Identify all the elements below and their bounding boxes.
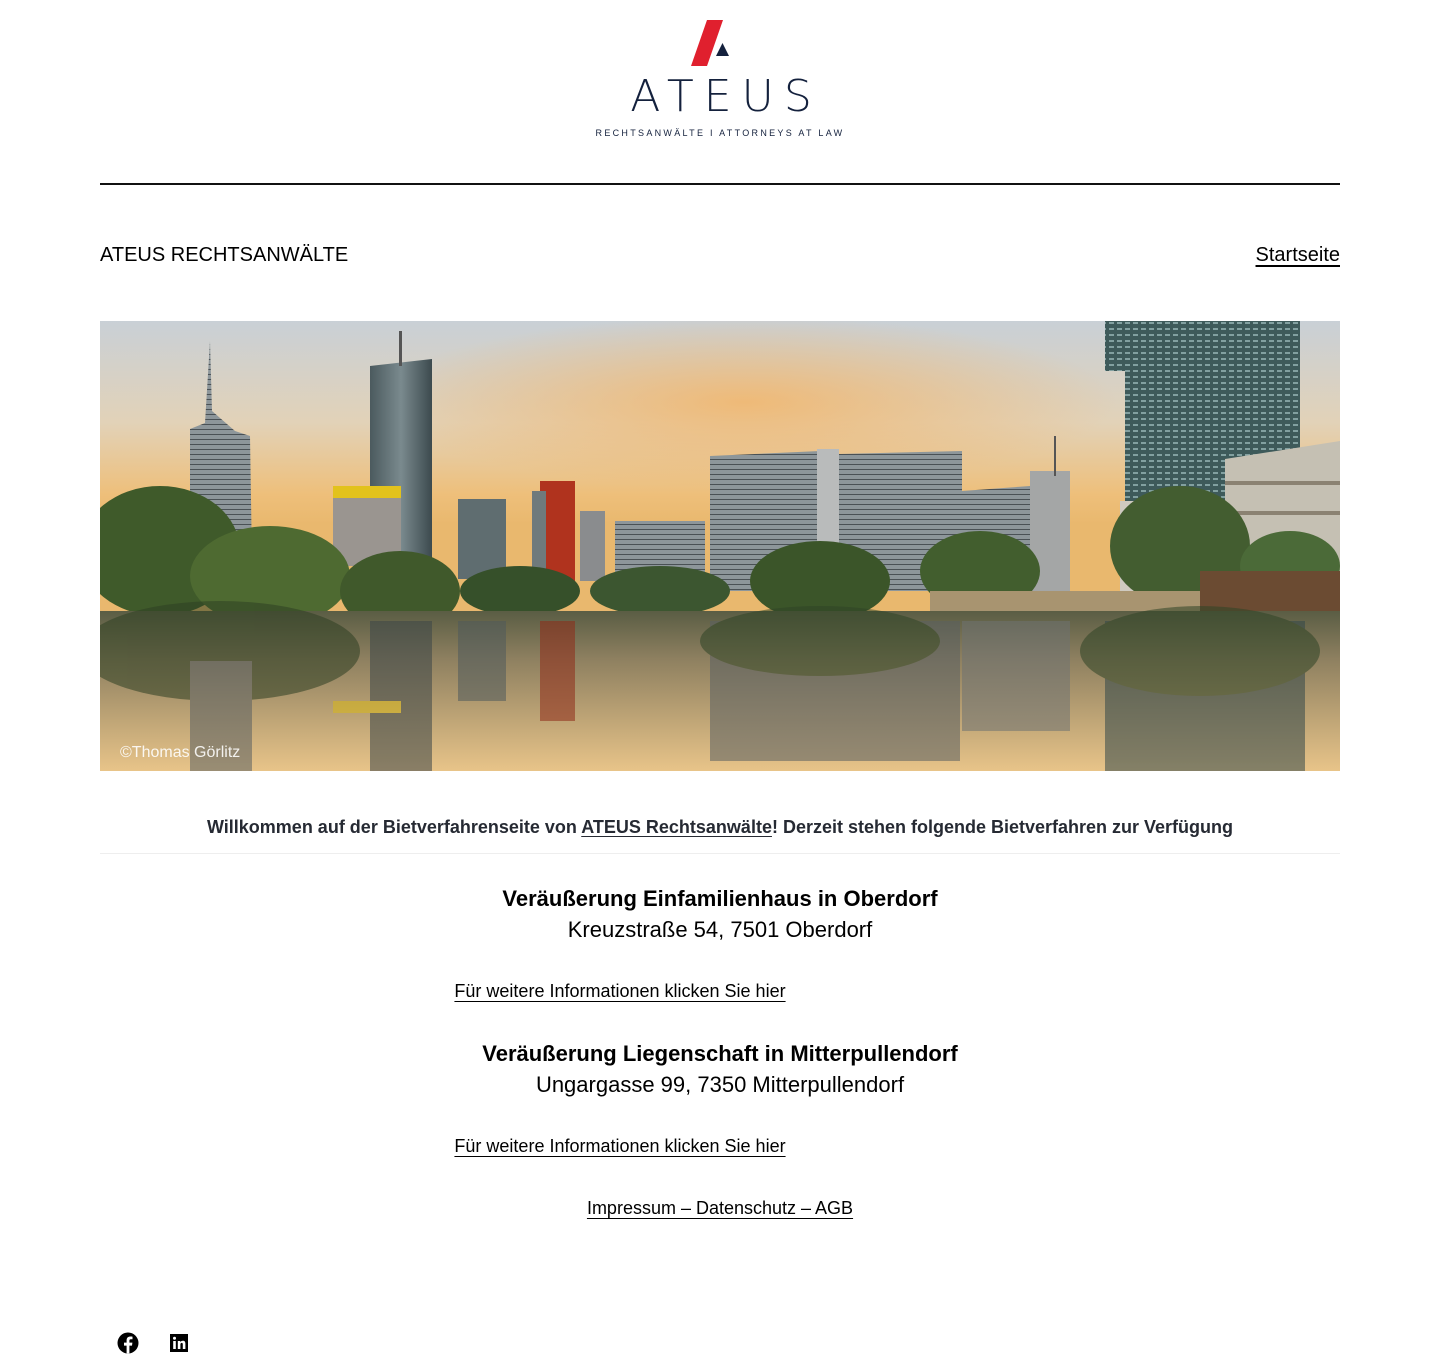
listing-item	[100, 884, 1340, 946]
skyline-photo	[100, 321, 1340, 771]
welcome-prefix: Willkommen auf der Bietverfahrenseite von	[206, 817, 582, 837]
listing-address: Ungargasse 99, 7350 Mitterpullendorf	[535, 1072, 905, 1097]
facebook-icon[interactable]	[116, 1331, 140, 1355]
footer-links	[100, 1198, 1340, 1219]
logo-wordmark: ATEUS	[630, 71, 822, 122]
listing-address: Kreuzstraße 54, 7501 Oberdorf	[567, 917, 873, 942]
ateus-rechtsanwaelte-link[interactable]: ATEUS Rechtsanwälte	[581, 817, 772, 837]
nav-startseite-link[interactable]: Startseite	[1255, 244, 1340, 266]
listing-link-container	[0, 1136, 1240, 1157]
listing-title: Veräußerung Liegenschaft in Mitterpullendorf	[482, 1041, 958, 1066]
hero-image	[100, 321, 1340, 771]
listing-item	[100, 1039, 1340, 1101]
listing-link-container	[0, 981, 1240, 1002]
welcome-text	[100, 814, 1340, 840]
listing-more-info-link[interactable]: Für weitere Informationen klicken Sie hier	[454, 1136, 786, 1156]
ateus-logo[interactable]	[595, 18, 845, 142]
header-divider	[100, 183, 1340, 185]
linkedin-icon[interactable]	[167, 1331, 191, 1355]
photo-credit: ©Thomas Görlitz	[120, 744, 241, 761]
separator	[100, 853, 1340, 854]
site-title[interactable]: ATEUS RECHTSANWÄLTE	[100, 244, 349, 266]
welcome-suffix: ! Derzeit stehen folgende Bietverfahren zur Verfügung	[771, 817, 1234, 837]
impressum-datenschutz-agb-link[interactable]: Impressum – Datenschutz – AGB	[586, 1198, 854, 1218]
logo-tagline: RECHTSANWÄLTE I ATTORNEYS AT LAW	[595, 128, 845, 138]
logo-mark-icon	[595, 18, 845, 70]
listing-more-info-link[interactable]: Für weitere Informationen klicken Sie hier	[454, 981, 786, 1001]
logo-container	[0, 18, 1440, 147]
listing-title: Veräußerung Einfamilienhaus in Oberdorf	[502, 886, 938, 911]
